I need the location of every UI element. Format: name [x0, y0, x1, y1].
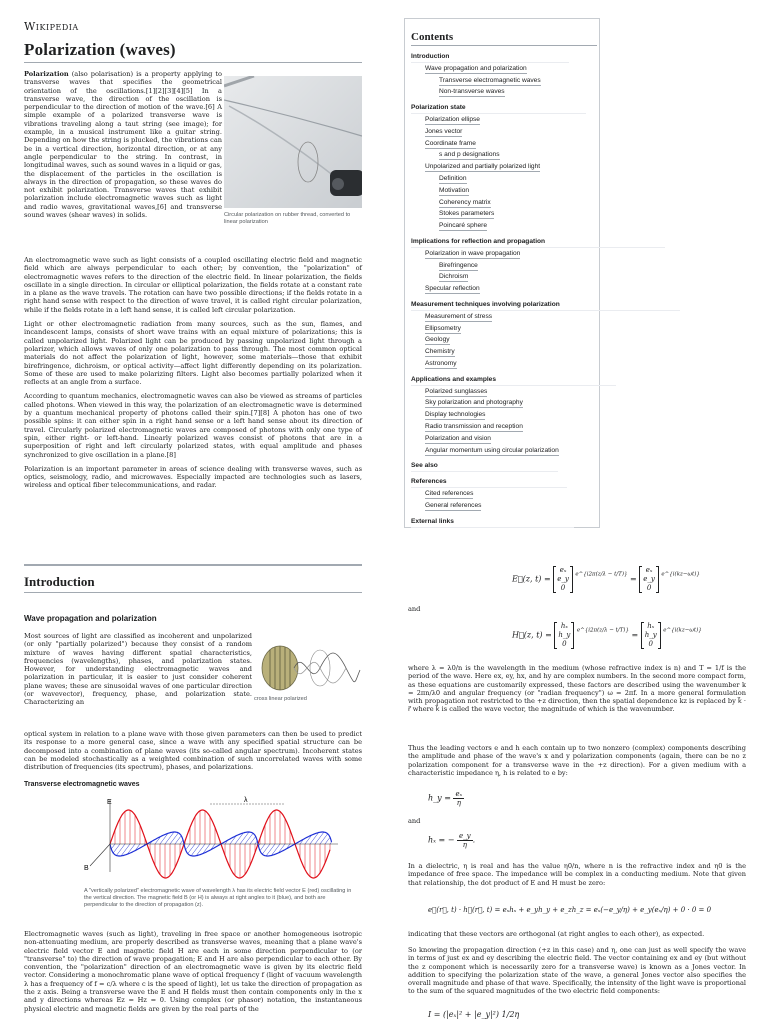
toc-item[interactable]: Sky polarization and photography — [425, 399, 523, 407]
toc-item[interactable]: Astronomy — [425, 360, 457, 367]
toc-item[interactable]: Measurement techniques involving polarization — [411, 301, 560, 308]
photo-caption: Circular polarization on rubber thread, converted to linear polarization — [224, 212, 351, 225]
right-paragraph-5: So knowing the propagation direction (+z in this case) and η, one can just as well specify the wave in terms of just ex and ey describing the electric field. The vector containing ex and ey (but without the z component which is necessarily zero for a transverse wave) is known as a Jones vector. In addition to specifying the polarization state of the wave, a general Jones vector also specifies the overall magnitude and phase of that wave. Specifically, the intensity of the light wave is proportional to the sum of the squared magnitudes of the two electric field components: — [408, 946, 746, 996]
intro-paragraph-1 — [24, 632, 252, 713]
b-field-vector — [116, 844, 125, 856]
eq1-matrix-2: eₓ e_y 0 — [639, 566, 659, 593]
toc-item[interactable]: Display technologies — [425, 411, 486, 419]
toc-item[interactable]: Implications for reflection and propagation — [411, 238, 546, 245]
intro-divider — [24, 592, 362, 593]
equation-h-field: H⃗(z, t) = hₓ h_y 0 $^{e\^{}\{i2\pi(z/\lambda - t/T)\}}$ = hₓ h_y 0 $^{e\^{}\{i(kz-\omega t)\}}$ — [512, 622, 702, 648]
equation-dot-product: e⃗(r⃗, t) · h⃗(r⃗, t) = eₓhₓ + e_yh_y + e_zh_z = eₓ(−e_y/η) + e_y(eₓ/η) + 0 · 0 = 0 — [428, 906, 712, 914]
wave-propagation-heading: Wave propagation and polarization — [24, 614, 157, 623]
section-top-rule — [24, 564, 362, 566]
toc-title: Contents — [411, 31, 454, 43]
eq2-phase: e^{i2π(z/λ − t/T)} — [576, 627, 629, 634]
eq1-matrix-1: eₓ e_y 0 — [553, 566, 573, 593]
toc-item[interactable]: References — [411, 478, 447, 486]
lead-paragraph-5: Polarization is an important parameter in areas of science dealing with transverse waves, such as optics, seismology, radio, and microwaves. Especially impacted are technologies such as lasers, wireless and optical fiber telecommunications, and radar. — [24, 464, 362, 490]
conjunction-and-2: and — [408, 817, 421, 825]
b-field-vector — [170, 833, 178, 844]
toc-item[interactable]: Chemistry — [425, 348, 455, 356]
b-field-vector — [175, 836, 181, 844]
b-field-vector — [260, 844, 265, 851]
toc-item[interactable]: Cited references — [425, 490, 474, 497]
right-paragraph-1: where λ = λ0/n is the wavelength in the medium (whose refractive index is n) and T = 1/f is the period of the wave. Here ex, ey, hx, and hy are complex numbers. In the second more compact form, as these equations are customarily expressed, these factors are described using the wavenumber k = 2πn/λ0 and angular frequency (or "radian frequency") ω = 2πf. In a more general formulation with propagation not restricted to the +z direction, then the spatial dependence kz is replaced by k⃗ · r⃗ where k⃗ is called the wave vector, the magnitude of which is the wavenumber. — [408, 664, 746, 714]
toc-item[interactable]: Non-transverse waves — [439, 88, 505, 96]
lead-paragraph-4: According to quantum mechanics, electromagnetic waves can also be viewed as streams of particles called photons. When viewed in this way, the polarization of an electromagnetic wave is determined by a quantum mechanical property of photons called their spin.[7][8] A photon has one of two possible spins: it can either spin in a right hand sense or a left hand sense about its direction of travel. Circularly polarized electromagnetic waves are composed of photons with only one type of spin, either right- or left-hand. Linearly polarized waves consist of photons that are in a superposition of right and left circularly polarized states, with equal amplitude and phases synchronized to give oscillation in a plane.[8] — [24, 392, 362, 459]
toc-item[interactable]: Polarization ellipse — [425, 116, 480, 123]
intro-p2-text: Electromagnetic waves (such as light), traveling in free space or another homogeneous isotropic non-attenuating medium, are properly described as transverse waves, meaning that a plane wave's electric field vector E and magnetic field H are each in some direction perpendicular to (or "transverse" to) the direction of wave propagation; E and H are also perpendicular to each other. By convention, the "polarization" direction of an electromagnetic wave is given by its electric field vector. Considering a monochromatic plane wave of optical frequency f (light of vacuum wavelength λ has a frequency of f = c/λ where c is the speed of light), let us take the direction of propagation as the z axis. Being a transverse wave the E and H fields must then contain components only in the x and y directions whereas Ez = Hz = 0. Using complex (or phasor) notation, the instantaneous physical electric and magnetic fields are given by the real parts of the — [24, 930, 362, 1013]
intro-p1-text: Most sources of light are classified as incoherent and unpolarized (or only "partially polarized") because they consist of a random mixture of waves having different spatial characteristics, frequencies (wavelengths), phases, and polarization states. However, for understanding electromagnetic waves and polarization in particular, it is easier to just consider coherent plane waves; these are sinusoidal waves of one particular direction (or wavevector), frequency, phase, and polarization state. Characterizing an — [24, 632, 252, 707]
conjunction-and-1: and — [408, 605, 421, 613]
intro-paragraph-2 — [24, 930, 362, 1019]
b-label: B — [84, 865, 89, 872]
toc-item[interactable]: Polarization and vision — [425, 434, 491, 442]
right-paragraph-4: indicating that these vectors are orthogonal (at right angles to each other), as expected. — [408, 930, 705, 938]
toc-item[interactable]: Birefringence — [439, 261, 478, 269]
toc-item[interactable]: Geology — [425, 336, 450, 344]
toc-item[interactable]: Specular reflection — [425, 285, 480, 293]
toc-item[interactable]: Poincaré sphere — [439, 222, 488, 230]
toc-item[interactable]: Polarization in wave propagation — [425, 249, 521, 257]
wikipedia-wordmark[interactable]: Wikipedia — [24, 20, 79, 33]
transverse-em-waves-heading: Transverse electromagnetic waves — [24, 781, 140, 788]
toc-item[interactable]: Introduction — [411, 53, 450, 60]
rubber-thread-photo[interactable] — [224, 76, 362, 208]
toc-item[interactable]: See also — [411, 462, 438, 470]
equation-e-field: E⃗(z, t) = eₓ e_y 0 $^{e\^{}\{i2\pi(z/\lambda - t/T)\}}$ = eₓ e_y 0 $^{e\^{}\{i(kz-\omega t)\}}$ — [512, 566, 700, 592]
lead-paragraph-3: Light or other electromagnetic radiation from many sources, such as the sun, flames, and incandescent lamps, consists of short wave trains with an equal mixture of polarizations; this is called unpolarized light. Polarized light can be produced by passing unpolarized light through a polarizer, which allows waves of only one polarization to pass through. The most common optical materials do not affect the polarization of light, however, some materials—those that exhibit birefringence, dichroism, or optical activity—affect light differently depending on its polarization. Some of these are used to make polarizing filters. Light also becomes partially polarized when it reflects at an angle from a surface. — [24, 320, 362, 387]
equation-intensity: I = (|eₓ|² + |e_y|²) 1/2η — [428, 1010, 520, 1019]
intro-p1b-text: optical system in relation to a plane wave with those given parameters can then be used to predict its response to a more general case, since a wave with any specified spatial structure can be decomposed into a combination of plane waves (its so-called angular spectrum). Incoherent states can be modeled stochastically as a weighted combination of such uncorrelated waves with some distribution of frequencies (its spectrum), phases, and polarizations. — [24, 730, 362, 772]
toc-item[interactable]: General references — [425, 501, 482, 509]
toc-divider — [411, 45, 597, 46]
eq1-exponent: e^{i(kz−ωt)} — [661, 571, 700, 578]
b-field-vector — [191, 844, 200, 856]
lead-paragraph-1 — [24, 70, 222, 225]
lead-body — [24, 256, 362, 496]
toc-item[interactable]: s and p designations — [439, 151, 500, 159]
toc-item[interactable]: Measurement of stress — [425, 312, 493, 320]
toc-item[interactable]: External links — [411, 517, 454, 525]
animation-caption: cross linear polarized — [254, 696, 307, 702]
b-field-vector — [325, 837, 330, 844]
toc-item[interactable]: Jones vector — [425, 127, 463, 135]
toc-item[interactable]: Definition — [439, 175, 467, 182]
toc-item[interactable]: Dichroism — [439, 273, 469, 281]
toc-item[interactable]: Stokes parameters — [439, 210, 495, 218]
b-field-vector — [186, 844, 190, 850]
page-title: Polarization (waves) — [24, 40, 176, 59]
toc-item[interactable]: Applications and examples — [411, 375, 497, 383]
equation-hx: hₓ = − $\frac{e\_y}{\eta}$. — [428, 832, 476, 849]
b-field-vector — [180, 840, 183, 844]
lead-p1-text: (also polarisation) is a property applying to transverse waves that specifies the geometrical orientation of the oscillations.[1][2][3][4][5] In a transverse wave, the direction of the oscillation is perpendicular to the direction of motion of the wave.[6] A simple example of a polarized transverse wave is vibrations traveling along a taut string (see image); for example, in a musical instrument like a guitar string. Depending on how the string is plucked, the vibrations can be in a vertical direction, horizontal direction, or at any angle perpendicular to the string. In contrast, in longitudinal waves, such as sound waves in a liquid or gas, the displacement of the particles in the oscillation is always in the direction of propagation, so these waves do not exhibit polarization. Transverse waves that exhibit polarization include electromagnetic waves such as light and radio waves, gravitational waves,[6] and transverse sound waves (shear waves) in solids. — [24, 70, 222, 220]
equation-hy: h_y = $\frac{\text{eₓ}}{\eta}$ — [428, 790, 463, 807]
toc-item[interactable]: Polarization state — [411, 104, 466, 112]
eq2-exponent: e^{i(kz−ωt)} — [663, 627, 702, 634]
toc-item[interactable]: Coordinate frame — [425, 139, 476, 147]
cross-polarized-animation[interactable] — [254, 640, 362, 694]
b-field-vector — [320, 834, 328, 844]
b-field-vector — [245, 833, 253, 844]
eq1-lhs: E⃗(z, t) = — [512, 574, 551, 584]
right-paragraph-3: In a dielectric, η is real and has the value η0/n, where n is the refractive index and η0 is the impedance of free space. The impedance will be complex in a conducting medium. Note that given that relationship, the dot product of E and H must be zero: — [408, 862, 746, 887]
em-wave-caption: A "vertically polarized" electromagnetic wave of wavelength λ has its electric field vector E (red) oscillating in the vertical direction. The magnetic field B (or H) is always at right angles to it (blue), and both are perpendicular to the direction of propagation (z). — [84, 888, 352, 908]
eq2-matrix-1: hₓ h_y 0 — [554, 622, 574, 649]
b-field-vector — [315, 832, 324, 844]
lead-paragraph-2: An electromagnetic wave such as light consists of a coupled oscillating electric field and magnetic field which are always perpendicular to each other; by convention, the "polarization" of electromagnetic waves refers to the direction of the electric field. In linear polarization, the fields oscillate in a single direction. In circular or elliptical polarization, the fields rotate at a constant rate in a plane as the wave travels. The rotation can have two possible directions; if the fields rotate in a right hand sense with respect to the direction of wave travel, it is called right circular polarization, while if the fields rotate in a left hand sense, it is called left circular polarization. — [24, 256, 362, 314]
title-divider — [24, 62, 362, 63]
eq1-phase: e^{i2π(z/λ − t/T)} — [575, 571, 628, 578]
toc-item[interactable]: Transverse electromagnetic waves — [439, 76, 541, 84]
eq2-matrix-2: hₓ h_y 0 — [641, 622, 661, 649]
b-field-vector — [266, 844, 275, 856]
em-wave-figure[interactable] — [80, 792, 340, 884]
toc-item[interactable]: Coherency matrix — [439, 198, 491, 206]
table-of-contents — [404, 18, 600, 528]
intro-paragraph-1-continued — [24, 730, 362, 777]
lead-term: Polarization — [24, 70, 69, 78]
toc-item[interactable]: Radio transmission and reception — [425, 423, 523, 430]
b-axis — [90, 844, 110, 866]
toc-item[interactable]: Motivation — [439, 186, 470, 194]
e-label: E — [107, 799, 112, 806]
toc-item[interactable]: Unpolarized and partially polarized light — [425, 163, 541, 171]
lambda-label: λ — [244, 797, 248, 804]
toc-item[interactable]: Ellipsometry — [425, 324, 461, 332]
toc-item[interactable]: Polarized sunglasses — [425, 387, 488, 395]
eq2-lhs: H⃗(z, t) = — [512, 630, 552, 640]
b-field-vector — [250, 837, 256, 845]
right-paragraph-2: Thus the leading vectors e and h each contain up to two nonzero (complex) components describing the amplitude and phase of the wave's x and y polarization components (again, there can be no z polarization component for a transverse wave in the +z direction). For a given medium with a characteristic impedance η, h is related to e by: — [408, 744, 746, 777]
intro-heading: Introduction — [24, 574, 95, 589]
b-field-vector — [111, 844, 115, 849]
toc-item[interactable]: Angular momentum using circular polarization — [425, 446, 559, 454]
toc-item[interactable]: Wave propagation and polarization — [425, 64, 527, 72]
b-field-vector — [262, 844, 270, 854]
